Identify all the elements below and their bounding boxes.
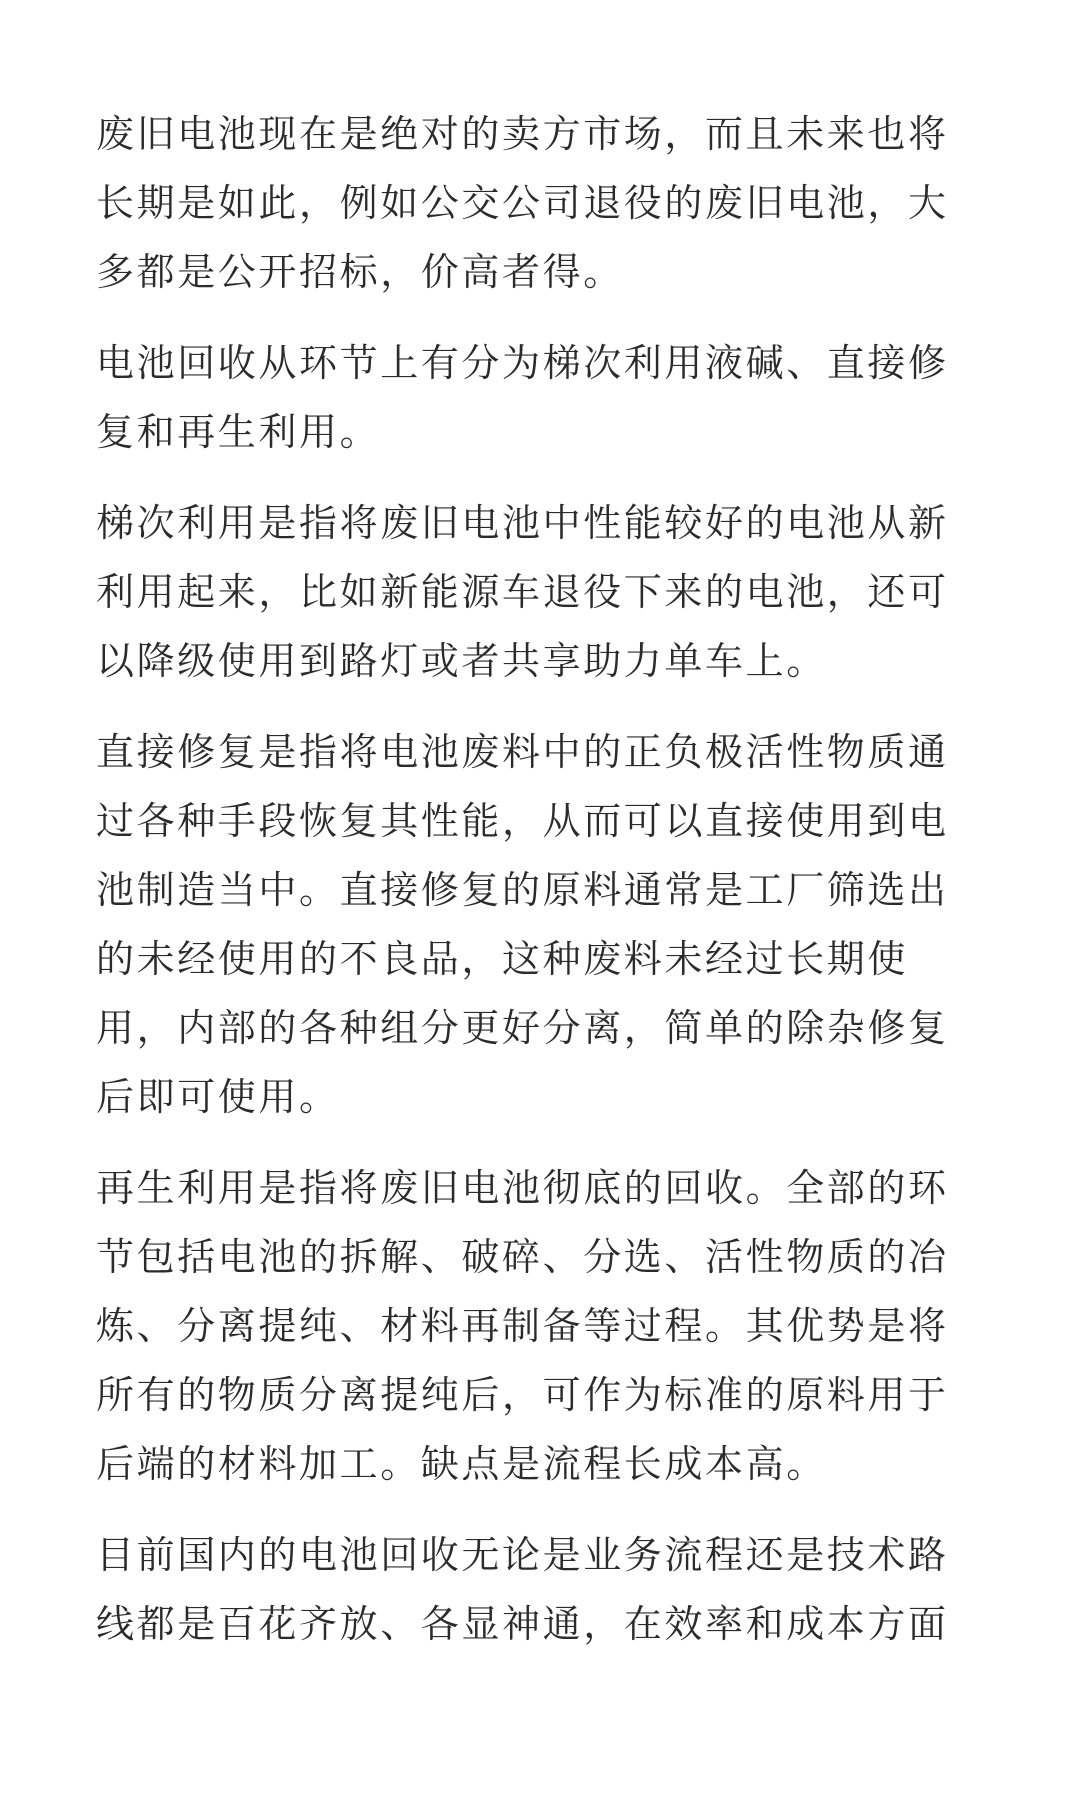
text-line: 目前国内的电池回收无论是业务流程还是技术路 xyxy=(96,1533,949,1577)
text-line: 多都是公开招标，价高者得。 xyxy=(96,250,624,294)
text-line: 后端的材料加工。缺点是流程长成本高。 xyxy=(96,1442,827,1486)
text-line: 长期是如此，例如公交公司退役的废旧电池，大 xyxy=(96,181,949,225)
paragraph-direct-repair xyxy=(96,718,984,1132)
paragraph-domestic-status xyxy=(96,1521,984,1659)
text-line: 利用起来，比如新能源车退役下来的电池，还可 xyxy=(96,570,949,614)
text-line: 的未经使用的不良品，这种废料未经过长期使 xyxy=(96,937,909,981)
text-line: 节包括电池的拆解、破碎、分选、活性物质的冶 xyxy=(96,1235,949,1279)
paragraph-cascade-use xyxy=(96,489,984,696)
text-line: 炼、分离提纯、材料再制备等过程。其优势是将 xyxy=(96,1304,949,1348)
paragraph-regeneration xyxy=(96,1154,984,1499)
text-line: 废旧电池现在是绝对的卖方市场，而且未来也将 xyxy=(96,112,949,156)
text-line: 直接修复是指将电池废料中的正负极活性物质通 xyxy=(96,730,949,774)
text-line: 池制造当中。直接修复的原料通常是工厂筛选出 xyxy=(96,868,949,912)
text-line: 所有的物质分离提纯后，可作为标准的原料用于 xyxy=(96,1373,949,1417)
text-line: 过各种手段恢复其性能，从而可以直接使用到电 xyxy=(96,799,949,843)
text-line: 再生利用是指将废旧电池彻底的回收。全部的环 xyxy=(96,1166,949,1210)
text-line: 以降级使用到路灯或者共享助力单车上。 xyxy=(96,639,827,683)
text-line: 复和再生利用。 xyxy=(96,410,381,454)
paragraph-recycling-stages xyxy=(96,329,984,467)
text-line: 用，内部的各种组分更好分离，简单的除杂修复 xyxy=(96,1006,949,1050)
text-line: 梯次利用是指将废旧电池中性能较好的电池从新 xyxy=(96,501,949,545)
text-line: 后即可使用。 xyxy=(96,1075,340,1119)
text-line: 电池回收从环节上有分为梯次利用液碱、直接修 xyxy=(96,341,949,385)
text-line: 线都是百花齐放、各显神通，在效率和成本方面 xyxy=(96,1602,949,1646)
paragraph-seller-market xyxy=(96,100,984,307)
